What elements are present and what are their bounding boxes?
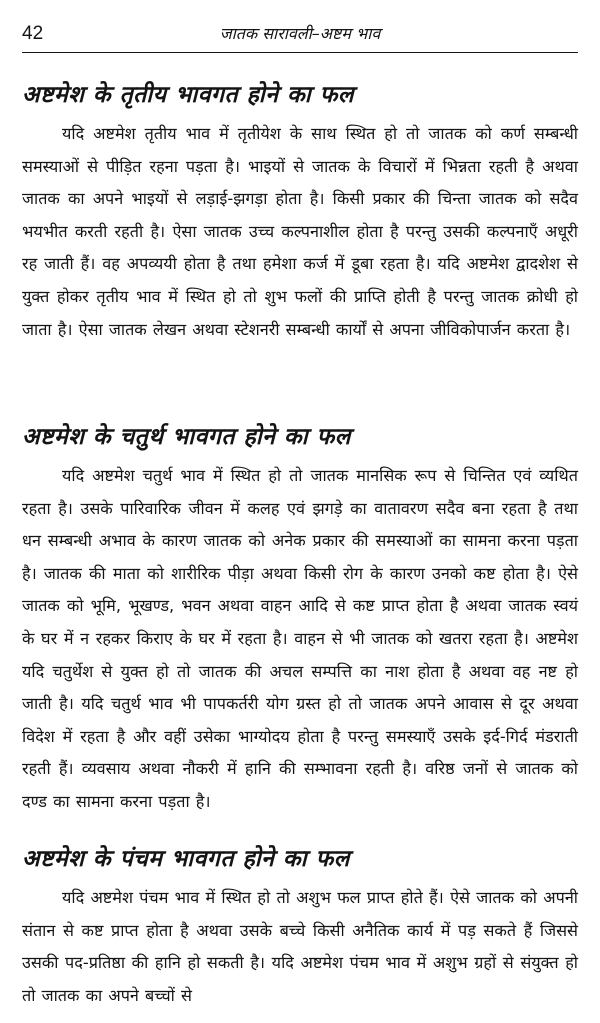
- section-fifth-house: [22, 842, 578, 1012]
- running-header: [22, 22, 578, 48]
- section-fourth-house: [22, 420, 578, 819]
- header-rule: [22, 52, 578, 53]
- section-heading: अष्टमेश के पंचम भावगत होने का फल: [22, 846, 350, 872]
- section-paragraph: यदि अष्टमेश चतुर्थ भाव में स्थित हो तो जातक मानसिक रूप से चिन्तित एवं व्यथित रहता है। उसके पारिवारिक जीवन में कलह एवं झगड़े का वातावरण सदैव बना रहता है तथा धन सम्बन्धी अभाव के कारण जातक को अनेक प्रकार की समस्याओं का सामना करना पड़ता है। जातक की माता को शारीरिक पीड़ा अथवा किसी रोग के कारण उनको कष्ट होता है। ऐसे जातक को भूमि, भूखण्ड, भवन अथवा वाहन आदि से कष्ट प्राप्त होता है अथवा जातक स्वयं के घर में न रहकर किराए के घर में रहता है। वाहन से भी जातक को खतरा रहता है। अष्टमेश यदि चतुर्थेश से युक्त हो तो जातक की अचल सम्पत्ति का नाश होता है अथवा वह नष्ट हो जाती है। यदि चतुर्थ भाव भी पापकर्तरी योग ग्रस्त हो तो जातक अपने आवास से दूर अथवा विदेश में रहता है और वहीं उसेका भाग्योदय होता है परन्तु समस्याएँ उसके इर्द-गिर्द मंडराती रहती हैं। व्यवसाय अथवा नौकरी में हानि की सम्भावना रहती है। वरिष्ठ जनों से जातक को दण्ड का सामना करना पड़ता है।: [22, 466, 578, 811]
- section-paragraph: यदि अष्टमेश तृतीय भाव में तृतीयेश के साथ स्थित हो तो जातक को कर्ण सम्बन्धी समस्याओं से पीड़ित रहना पड़ता है। भाइयों से जातक के विचारों में भिन्नता रहती है अथवा जातक का अपने भाइयों से लड़ाई-झगड़ा होता है। किसी प्रकार की चिन्ता जातक को सदैव भयभीत करती रहती है। ऐसा जातक उच्च कल्पनाशील होता है परन्तु उसकी कल्पनाएँ अधूरी रह जाती हैं। वह अपव्ययी होता है तथा हमेशा कर्ज में डूबा रहता है। यदि अष्टमेश द्वादशेश से युक्त होकर तृतीय भाव में स्थित हो तो शुभ फलों की प्राप्ति होती है परन्तु जातक क्रोधी हो जाता है। ऐसा जातक लेखन अथवा स्टेशनरी सम्बन्धी कार्यों से अपना जीविकोपार्जन करता है।: [22, 124, 578, 339]
- section-heading: अष्टमेश के चतुर्थ भावगत होने का फल: [22, 424, 351, 450]
- section-third-house: [22, 78, 578, 346]
- page-number: 42: [22, 23, 44, 44]
- running-title: जातक सारावली–अष्टम भाव: [219, 24, 381, 43]
- section-heading: अष्टमेश के तृतीय भावगत होने का फल: [22, 82, 354, 108]
- section-paragraph: यदि अष्टमेश पंचम भाव में स्थित हो तो अशुभ फल प्राप्त होते हैं। ऐसे जातक को अपनी संतान से कष्ट प्राप्त होता है अथवा उसके बच्चे किसी अनैतिक कार्य में पड़ सकते हैं जिससे उसकी पद-प्रतिष्ठा की हानि हो सकती है। यदि अष्टमेश पंचम भाव में अशुभ ग्रहों से संयुक्त हो तो जातक का अपने बच्चों से: [22, 888, 578, 1005]
